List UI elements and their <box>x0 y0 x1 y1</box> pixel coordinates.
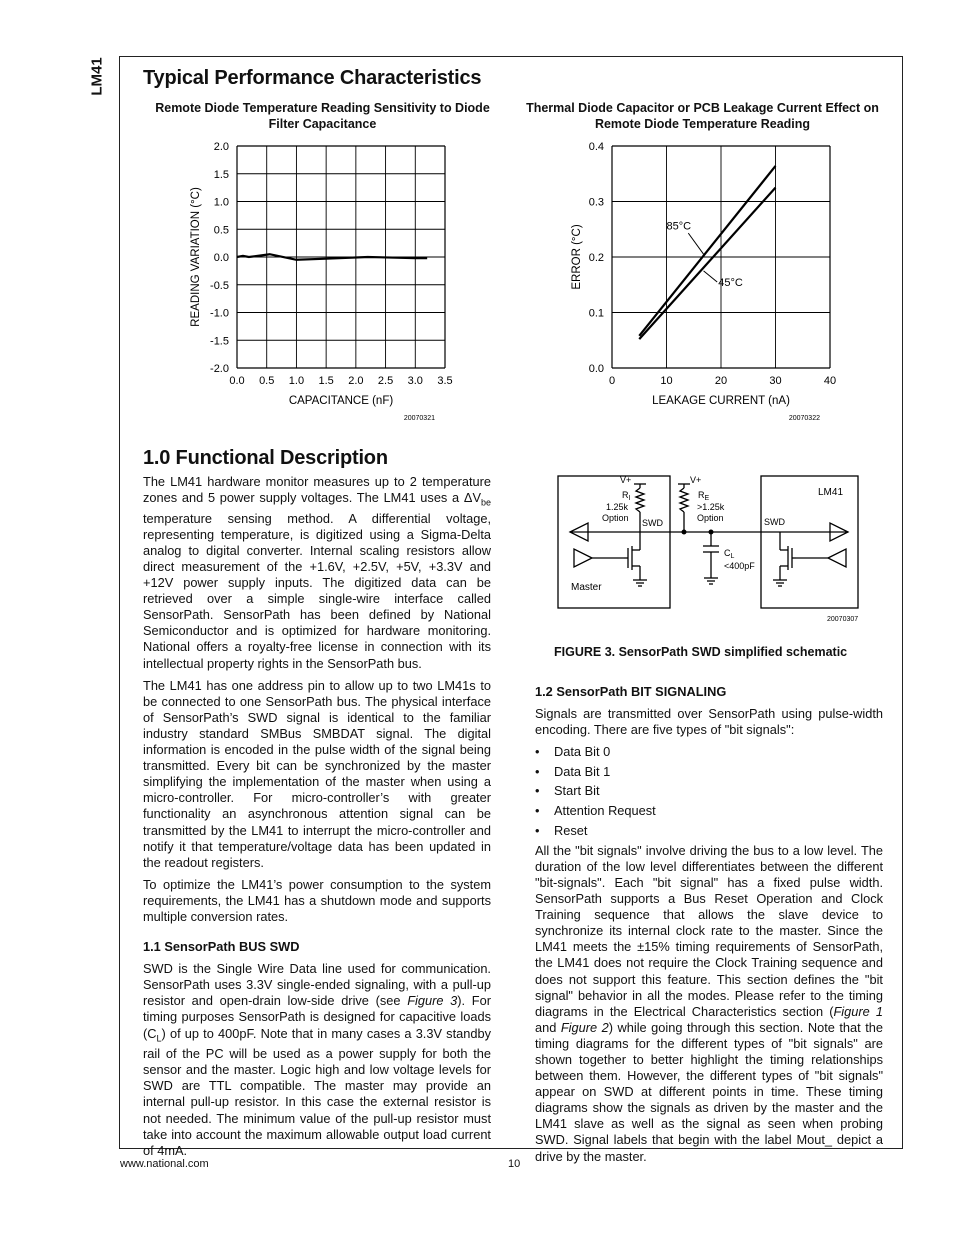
swd-label-left: SWD <box>642 518 663 528</box>
chart1 <box>180 135 480 430</box>
x-tick-label: 2.0 <box>348 375 364 387</box>
functional-paragraph-4: SWD is the Single Wire Data line used for communication. SensorPath uses 3.3V single-ended signaling, with a pull-up resistor and open-drain low-side drive (see Figure 3). For timing purposes SensorPath is designed for capacitive loads $(C_L)$ of up to 400pF. Note that in many cases a 3.3V standby rail of the PC will be used as a power supply for both the sensor and the master. Logic high and low voltage levels for SWD are TTL compatible. The master may provide an internal pull-up resistor. In this case the external resistor is not needed. The minimum value of the pull-up resistor must take into account the maximum allowable output load current of 4mA. <box>143 961 491 1158</box>
y-tick-label: -1.5 <box>210 335 229 348</box>
annotation-85c-arrow <box>688 233 703 254</box>
heading-1-2: 1.2 SensorPath BIT SIGNALING <box>535 684 727 699</box>
y-tick-label: 1.5 <box>213 168 229 181</box>
chart2-title: Thermal Diode Capacitor or PCB Leakage Current Effect on Remote Diode Temperature Reading <box>526 101 879 131</box>
y-tick-label: 0.0 <box>213 252 229 264</box>
list-item: • Data Bit 1 <box>535 764 883 780</box>
ri-option: Option <box>602 513 629 523</box>
x-tick-label: 3.0 <box>407 375 423 387</box>
x-tick-label: 1.0 <box>288 375 305 387</box>
section-title: Typical Performance Characteristics <box>143 67 482 89</box>
y-tick-label: 0.4 <box>588 141 604 153</box>
x-tick-label: 2.5 <box>377 375 394 387</box>
y-tick-label: 1.0 <box>213 196 229 209</box>
ri-value: 1.25k <box>606 502 629 512</box>
list-item: • Data Bit 0 <box>535 744 883 760</box>
functional-paragraph-1: The LM41 hardware monitor measures up to 2 temperature zones and 5 power supply voltages. The LM41 uses a $\Delta V_{be}$ temperature sensing method. A differential voltage, representing temperature, is digitized using a Sigma-Delta analog to digital converter. Internal scaling resistors allow direct measurement of the +1.6V, +2.5V, +5V, +3.3V and +12V power supply inputs. The digitized data can be retrieved over a simple single-wire interface called SensorPath. SensorPath has been defined by National Semiconductor and is optimized for hardware monitoring. National offers a royalty-free license in connection with its intellectual property rights in the SensorPath bus. <box>143 474 491 671</box>
swd-schematic <box>548 468 868 628</box>
swd-label-right: SWD <box>764 517 785 527</box>
chart1-title: Remote Diode Temperature Reading Sensitivity to Diode Filter Capacitance <box>155 101 490 131</box>
v-plus-left: V+ <box>620 475 632 485</box>
y-axis-label: READING VARIATION (°C) <box>190 187 202 327</box>
cl-value: <400pF <box>724 561 755 571</box>
annotation-45c: 45°C <box>718 276 743 289</box>
figure-id: 20070321 <box>403 415 435 422</box>
x-tick-label: 20 <box>714 375 728 387</box>
figure-1-link[interactable]: Figure 1 <box>833 1003 883 1019</box>
x-axis-label: LEAKAGE CURRENT (nA) <box>652 395 790 407</box>
y-tick-label: 0.3 <box>588 196 604 209</box>
x-tick-label: 0.0 <box>229 375 245 387</box>
x-axis-label: CAPACITANCE (nF) <box>288 395 394 407</box>
ri-label: $R_I$ <box>622 490 631 502</box>
re-value: >1.25k <box>697 502 725 512</box>
re-option: Option <box>697 513 724 523</box>
x-tick-label: 0.5 <box>259 375 275 387</box>
y-tick-label: -1.0 <box>210 307 229 320</box>
footer-page-number: 10 <box>508 1158 521 1170</box>
bit-signaling-paragraph: All the "bit signals" involve driving the bus to a low level. The duration of the low level differentiates between the different "bit-signals". Each "bit signal" has a fixed pulse width. SensorPath supports a Bus Reset Operation and Clock Training sequence that allows the slave device to synchronize its internal clock rate to the master. Since the LM41 meets the ±15% timing requirements of SensorPath, the LM41 does not require the Clock Training sequence and does not support this feature. This section defines the "bit signal" behavior in all the modes. Please refer to the timing diagrams in the Electrical Characteristics section (Figure 1 and Figure 2) while going through this section. Note that the timing diagrams for the different types of "bit signals" are shown together to better highlight the timing relationships between them. However, the different types of "bit signals" appear on SWD at different points in time. These timing diagrams show the signals as driven by the master and the LM41 slave as well as the signal as seen when probing SWD. Signal labels that begin with the label Mout_ depict a drive by the master. <box>535 842 883 1164</box>
figure-3-link[interactable]: Figure 3 <box>407 993 458 1009</box>
y-tick-label: 0.0 <box>588 363 604 375</box>
functional-paragraph-2: The LM41 has one address pin to allow up to two LM41s to be connected to one SensorPath bus. The physical interface of SensorPath’s SWD signal is identical to the familiar industry standard SMBus SMBDAT signal. The digital information is encoded in the pulse width of the signal being transmitted. Every bit can be synchronized by the master simplifying the implementation of the master when using a micro-controller. For micro-controller’s with greater functionality an asynchronous attention signal can be transmitted by the LM41 to interrupt the micro-controller and notify it that temperature/voltage data has been updated in the readout registers. <box>143 677 491 870</box>
x-tick-label: 10 <box>660 375 673 387</box>
re-label: $R_E$ <box>698 490 710 502</box>
x-tick-label: 30 <box>769 375 782 387</box>
x-tick-label: 3.5 <box>437 375 453 387</box>
y-tick-label: 2.0 <box>213 141 229 153</box>
y-axis-label: ERROR (°C) <box>571 224 583 290</box>
y-tick-label: 0.2 <box>588 252 604 264</box>
lm41-label: LM41 <box>818 487 844 498</box>
annotation-45c-arrow <box>704 271 718 282</box>
heading-1-1: 1.1 SensorPath BUS SWD <box>143 939 300 955</box>
y-tick-label: -0.5 <box>210 279 229 292</box>
schematic-figure-id: 20070307 <box>827 616 859 623</box>
y-tick-label: 0.1 <box>588 307 604 320</box>
chart2 <box>560 135 860 430</box>
list-item: • Start Bit <box>535 783 883 799</box>
list-item: • Reset <box>535 823 883 839</box>
left-column <box>143 474 491 1165</box>
list-item: • Attention Request <box>535 803 883 819</box>
functional-title: 1.0 Functional Description <box>143 447 388 469</box>
series-line-2 <box>639 188 775 340</box>
x-tick-label: 40 <box>823 375 837 387</box>
bit-signaling-intro: Signals are transmitted over SensorPath using pulse-width encoding. There are five types of "bit signals": <box>535 706 883 738</box>
y-tick-label: -2.0 <box>210 363 229 375</box>
figure-id: 20070322 <box>788 415 820 422</box>
x-tick-label: 0 <box>608 375 616 387</box>
figure-3-caption: FIGURE 3. SensorPath SWD simplified schematic <box>554 645 848 659</box>
bit-signal-list <box>535 744 883 838</box>
x-tick-label: 1.5 <box>318 375 334 387</box>
v-plus-right: V+ <box>690 475 702 485</box>
series-line-1 <box>639 166 775 336</box>
lm41-box <box>761 476 858 608</box>
figure-2-link[interactable]: Figure 2 <box>560 1019 609 1035</box>
annotation-85c: 85°C <box>666 220 692 233</box>
cl-label: $C_L$ <box>724 548 735 560</box>
master-label: Master <box>571 582 602 593</box>
side-part-label: LM41 <box>88 57 106 96</box>
y-tick-label: 0.5 <box>213 224 229 237</box>
functional-paragraph-3: To optimize the LM41’s power consumption to the system requirements, the LM41 has a shutdown mode and supports multiple conversion rates. <box>143 876 491 924</box>
right-column <box>535 670 883 1171</box>
footer-website[interactable]: www.national.com <box>120 1158 209 1170</box>
